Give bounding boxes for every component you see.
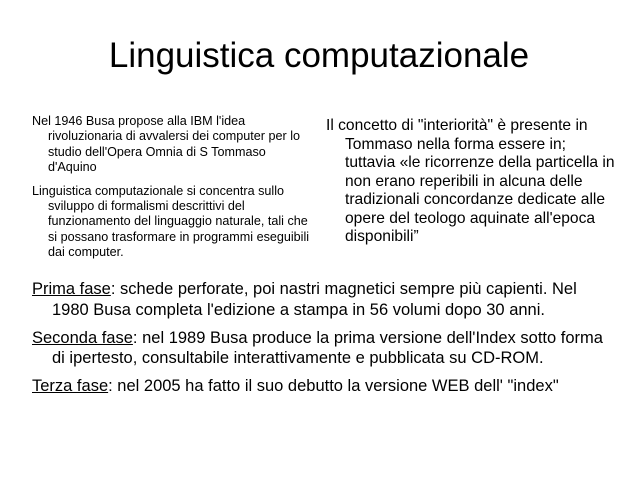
phase-item-2 bbox=[32, 328, 612, 369]
left-paragraph-2: Linguistica computazionale si concentra sullo sviluppo di formalismi descrittivi del funzionamento del linguaggio naturale, tali che si possano trasformare in programmi eseguibili dai computer. bbox=[32, 183, 310, 260]
slide-title: Linguistica computazionale bbox=[108, 36, 530, 75]
left-column bbox=[32, 114, 317, 269]
phase-text-3: : nel 2005 ha fatto il suo debutto la versione WEB dell' "index" bbox=[108, 377, 559, 395]
right-paragraph: Il concetto di "interiorità" è presente in Tommaso nella forma essere in; tuttavia «le ricorrenze della particella in non erano reperibili in alcuna delle tradizionali concordanze dedicate alle opere del teologo aquinate all'epoca disponibili” bbox=[326, 117, 615, 245]
phase-label-1: Prima fase bbox=[32, 280, 111, 298]
phase-item-1 bbox=[32, 279, 612, 320]
left-paragraph-1: Nel 1946 Busa propose alla IBM l'idea rivoluzionaria di avvalersi dei computer per lo studio dell'Opera Omnia di S Tommaso d'Aquino bbox=[32, 114, 300, 175]
phase-text-2: : nel 1989 Busa produce la prima versione dell'Index sotto forma di ipertesto, consultabile interattivamente e pubblicata su CD-ROM. bbox=[52, 328, 603, 367]
right-column bbox=[326, 117, 616, 247]
phase-label-3: Terza fase bbox=[32, 377, 109, 395]
phases-list bbox=[32, 279, 612, 404]
phase-text-1: : schede perforate, poi nastri magnetici sempre più capienti. Nel 1980 Busa completa l'edizione a stampa in 56 volumi dopo 30 anni. bbox=[52, 280, 577, 319]
phase-item-3 bbox=[32, 376, 612, 397]
phase-label-2: Seconda fase bbox=[32, 328, 133, 347]
